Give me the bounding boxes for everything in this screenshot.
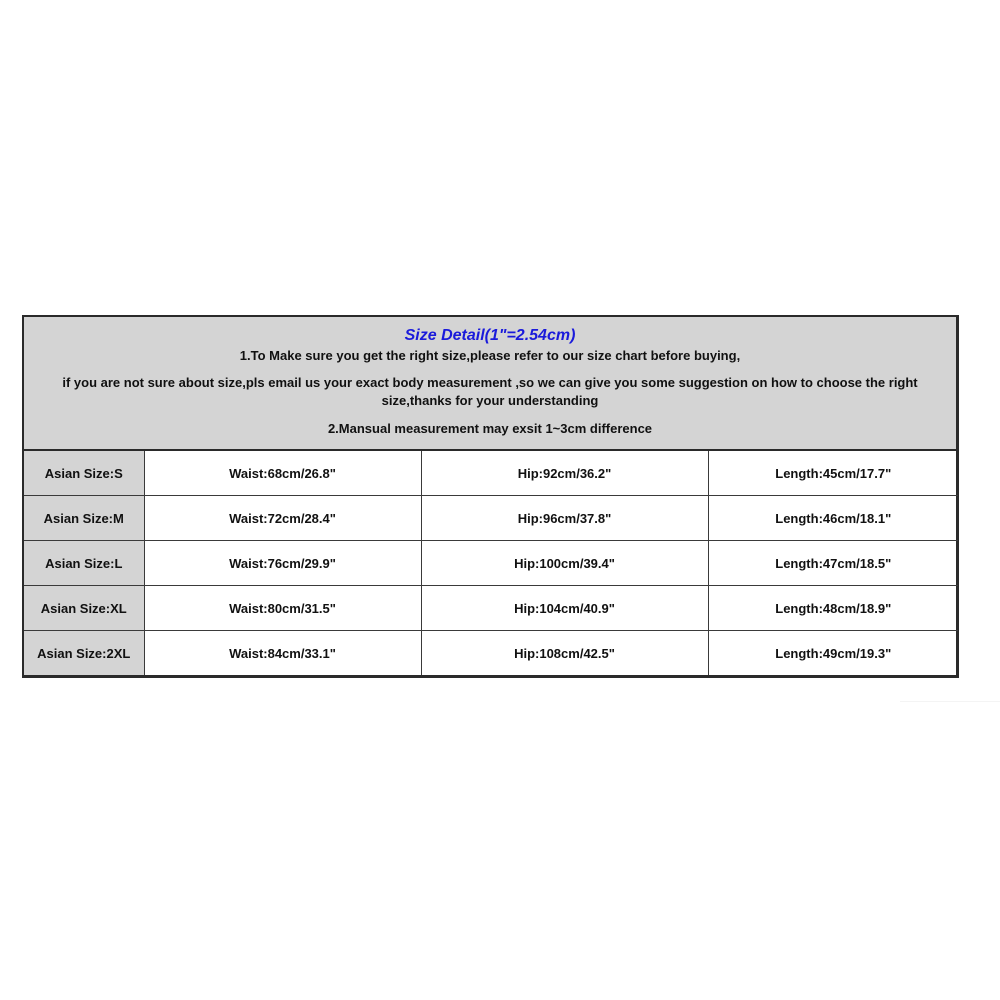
- size-label-cell: Asian Size:2XL: [24, 631, 144, 676]
- size-chart-header: [24, 317, 956, 451]
- waist-cell: Waist:80cm/31.5": [144, 586, 421, 631]
- table-row: [24, 496, 958, 541]
- size-label-cell: Asian Size:XL: [24, 586, 144, 631]
- length-cell: Length:49cm/19.3": [708, 631, 958, 676]
- size-note-1: 1.To Make sure you get the right size,please refer to our size chart before buying,: [239, 348, 741, 363]
- hip-cell: Hip:104cm/40.9": [421, 586, 708, 631]
- size-label-cell: Asian Size:L: [24, 541, 144, 586]
- length-cell: Length:45cm/17.7": [708, 451, 958, 496]
- length-cell: Length:48cm/18.9": [708, 586, 958, 631]
- size-table: [24, 451, 958, 675]
- length-cell: Length:46cm/18.1": [708, 496, 958, 541]
- table-row: [24, 541, 958, 586]
- divider: [900, 701, 1000, 702]
- hip-cell: Hip:100cm/39.4": [421, 541, 708, 586]
- hip-cell: Hip:108cm/42.5": [421, 631, 708, 676]
- waist-cell: Waist:68cm/26.8": [144, 451, 421, 496]
- length-cell: Length:47cm/18.5": [708, 541, 958, 586]
- waist-cell: Waist:72cm/28.4": [144, 496, 421, 541]
- table-row: [24, 451, 958, 496]
- size-chart: [22, 315, 959, 678]
- table-row: [24, 586, 958, 631]
- size-label-cell: Asian Size:M: [24, 496, 144, 541]
- waist-cell: Waist:84cm/33.1": [144, 631, 421, 676]
- waist-cell: Waist:76cm/29.9": [144, 541, 421, 586]
- size-chart-title: Size Detail(1"=2.54cm): [404, 327, 576, 344]
- hip-cell: Hip:92cm/36.2": [421, 451, 708, 496]
- hip-cell: Hip:96cm/37.8": [421, 496, 708, 541]
- table-row: [24, 631, 958, 676]
- size-label-cell: Asian Size:S: [24, 451, 144, 496]
- size-note-3: 2.Mansual measurement may exsit 1~3cm difference: [327, 421, 653, 436]
- size-note-2: if you are not sure about size,pls email us your exact body measurement ,so we can give you some suggestion on how to choose the right size,thanks for your understanding: [62, 375, 918, 408]
